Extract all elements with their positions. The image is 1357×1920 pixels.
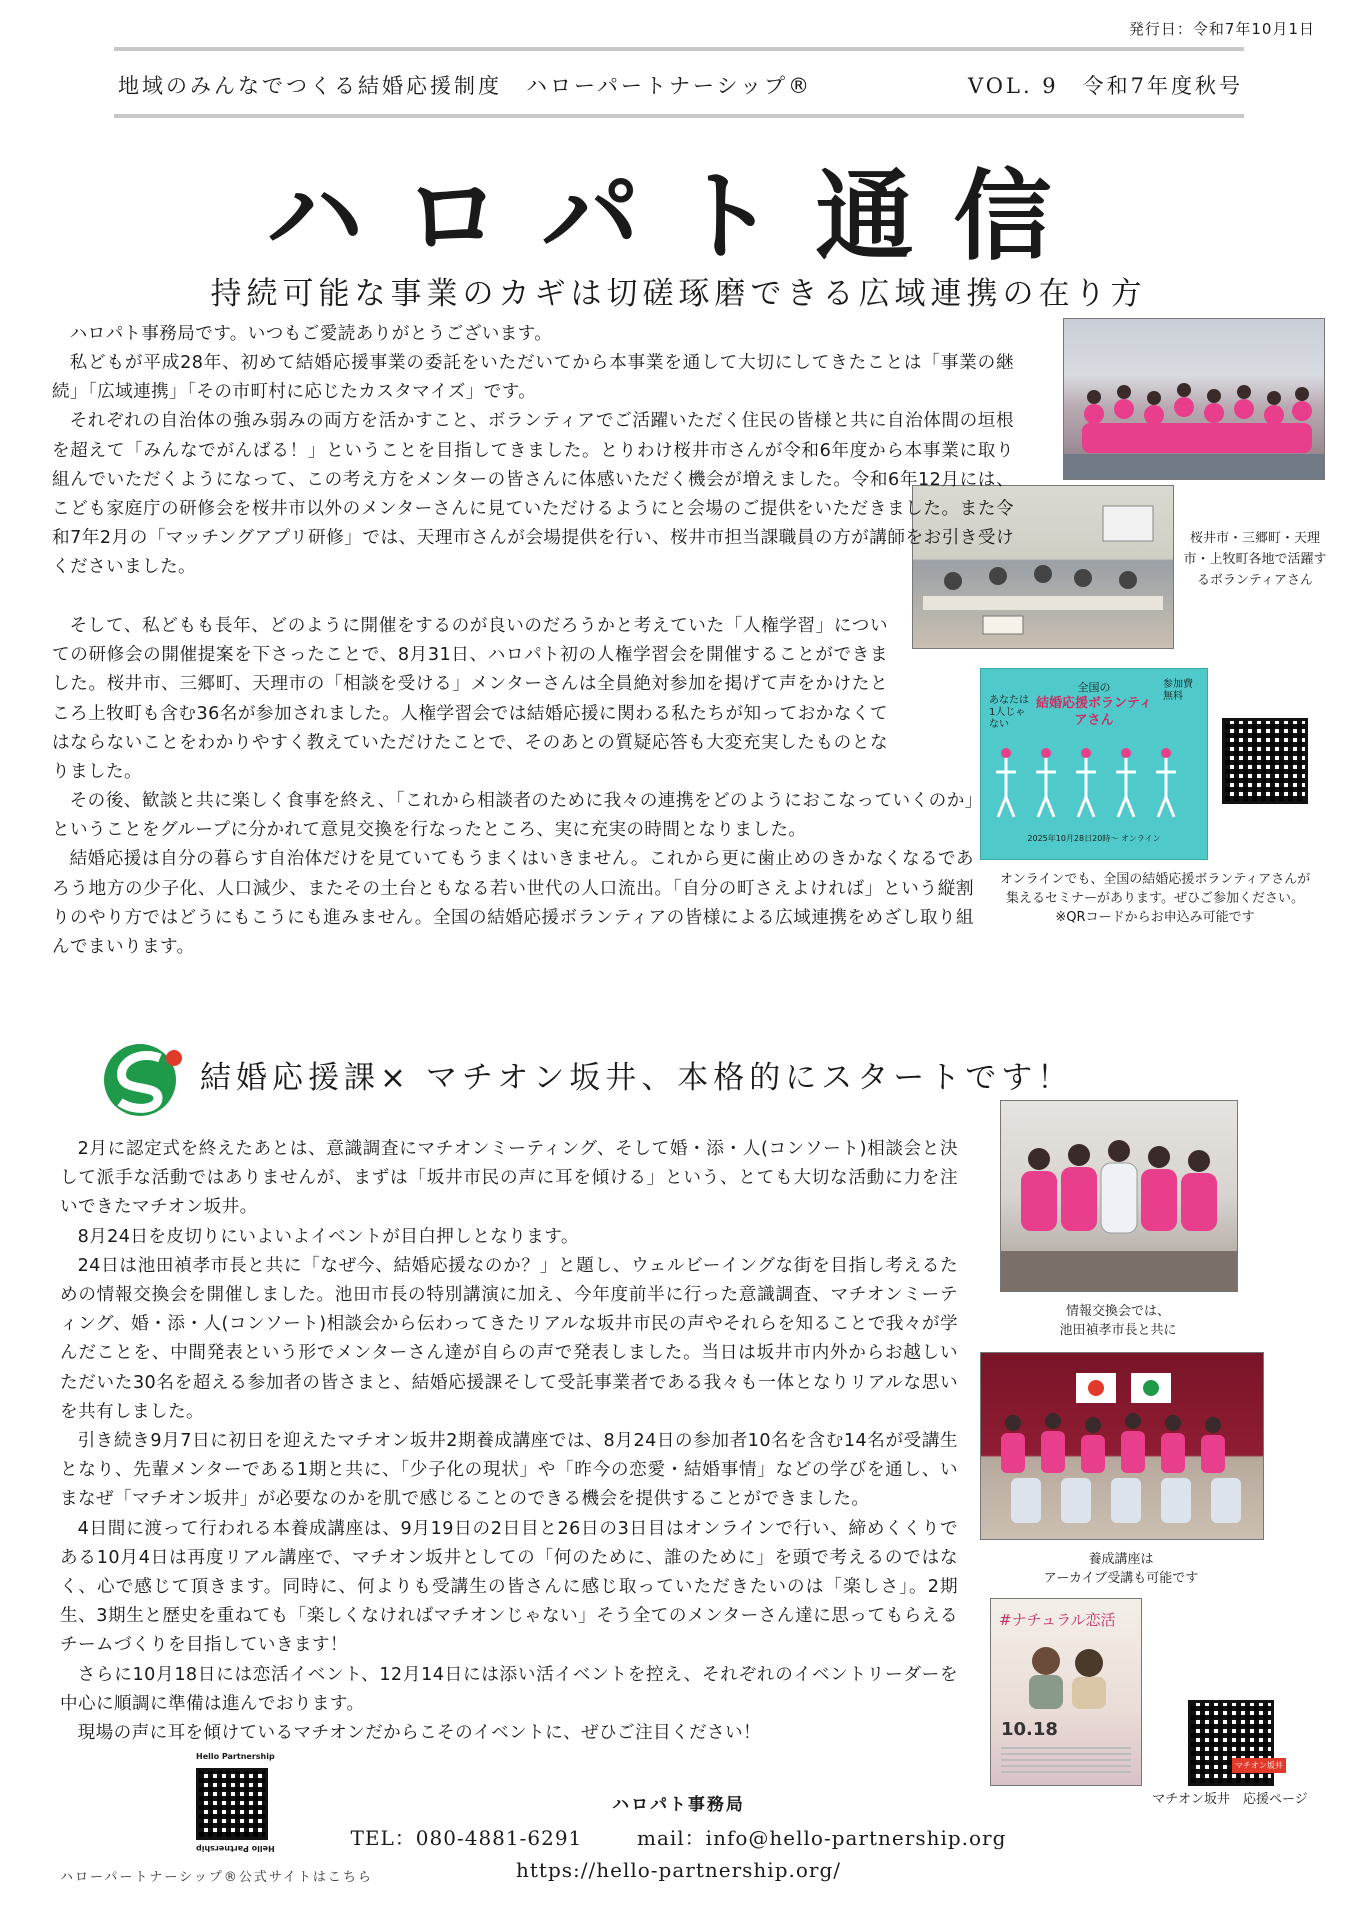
article2-paragraph: さらに10月18日には恋活イベント、12月14日には添い活イベントを控え、それぞれのイベントリーダーを中心に順調に準備は進んでおります。: [60, 1664, 958, 1714]
machion-qr-tag: マチオン坂井: [1232, 1758, 1286, 1773]
flyer-date: 10.18: [1001, 1719, 1058, 1740]
volunteers-group-photo: [1063, 318, 1325, 480]
course-caption-line2: アーカイブ受講も可能です: [1043, 1571, 1199, 1586]
course-caption-line1: 養成講座は: [1088, 1552, 1154, 1567]
article2-body: [60, 1135, 958, 1748]
article1-paragraph: その後、歓談と共に楽しく食事を終え、「これから相談者のために我々の連携をどのようにおこなっていくのか」ということをグループに分かれて意見交換を行なったところ、実に充実の時間となりました。: [52, 791, 974, 841]
article1-paragraph: それぞれの自治体の強み弱みの両方を活かすこと、ボランティアでご活躍いただく住民の皆様と共に自治体間の垣根を超えて「みんなでがんばる！」ということを目指してきました。とりわけ桜井市さんが令和6年度から本事業に取り組んでいただくようになって、この考え方をメンターの皆さんに体感いただく機会が増えました。令和6年12月には、こども家庭庁の研修会を桜井市以外のメンターさんに見ていただけるようにと会場のご提供をいただきました。また令和7年2月の「マッチングアプリ研修」では、天理市さんが会場提供を行い、桜井市担当課職員の方が講師をお引き受けくださいました。: [52, 411, 1014, 578]
seminar-caption: [970, 870, 1340, 927]
footer-organization: ハロパト事務局: [612, 1795, 745, 1815]
exchange-meeting-photo: [1000, 1100, 1238, 1292]
article1-body-wide: [52, 349, 1014, 583]
poster-title-small: 全国の: [1077, 681, 1111, 694]
header-bottom-rule: [114, 114, 1244, 118]
masthead-title: ハロパト通信: [265, 160, 1092, 274]
article2-paragraph: 2月に認定式を終えたあとは、意識調査にマチオンミーティング、そして婚・添・人(コンソート)相談会と決して派手な活動ではありませんが、まずは「坂井市民の声に耳を傾ける」という、とても大切な活動に力を注いできたマチオン坂井。: [60, 1139, 958, 1218]
article2-paragraph: 4日間に渡って行われる本養成講座は、9月19日の2日目と26日の3日目はオンラインで行い、締めくくりである10月4日は再度リアル講座で、マチオン坂井としての「何のために、誰のために」を頭で考えるのではなく、心で感じて頂きます。同時に、何よりも受講生の皆さんに感じ取っていただきたいのは「楽しさ」。2期生、3期生と歴史を重ねても「楽しくなければマチオンじゃない」そう全てのメンターさん達に思ってもらえるチームづくりを目指していきます！: [60, 1518, 958, 1656]
seminar-poster: [980, 668, 1208, 860]
machion-support-qr-code[interactable]: [1188, 1700, 1274, 1786]
exchange-caption-line1: 情報交換会では、: [1065, 1304, 1170, 1319]
poster-footer: 2025年10月28日20時〜 オンライン: [1027, 834, 1161, 843]
qr-frame-label-top: Hello Partnership: [196, 1752, 275, 1761]
article2-paragraph: 8月24日を皮切りにいよいよイベントが目白押しとなります。: [77, 1226, 579, 1247]
official-site-caption: ハローパートナーシップ®公式サイトはこちら: [60, 1870, 373, 1885]
article1-paragraph: 私どもが平成28年、初めて結婚応援事業の委託をいただいてから本事業を通して大切にしてきたことは「事業の継続」「広域連携」「その市町村に応じたカスタマイズ」です。: [52, 353, 1014, 403]
article2-paragraph: 24日は池田禎孝市長と共に「なぜ今、結婚応援なのか？」と題し、ウェルビーイングな街を目指し考えるための情報交換会を開催しました。池田市長の特別講演に加え、今年度前半に行った意識調査、マチオンミーティング、婚・添・人(コンソート)相談会から伝わってきたリアルな坂井市民の声やそれらを知ることで我々が学んだことを、中間発表という形でメンターさん達が自らの声で発表しました。当日は坂井市内外からお越しいただいた30名を超える参加者の皆さまと、結婚応援課そして受託事業者である我々も一体となりリアルな思いを共有しました。: [60, 1255, 958, 1422]
qr-frame-label-bottom: Hello Partnership: [196, 1844, 275, 1853]
article2-headline: 結婚応援課× マチオン坂井、本格的にスタートです！: [200, 1060, 1074, 1096]
support-page-caption: マチオン坂井 応援ページ: [1152, 1792, 1308, 1807]
volunteers-caption: 桜井市・三郷町・天理市・上牧町各地で活躍するボランティアさん: [1183, 531, 1327, 588]
exchange-people-art: [1001, 1101, 1237, 1291]
article1-paragraph: 結婚応援は自分の暮らす自治体だけを見ていてもうまくはいきません。これから更に歯止めのきかなくなるであろう地方の少子化、人口減少、またその土台ともなる若い世代の人口流出。「自分の町さえよければ」という縦割りのやり方ではどうにもこうにも進みません。全国の結婚応援ボランティアの皆様による広域連携をめざし取り組んでまいります。: [52, 849, 974, 958]
exchange-caption-line2: 池田禎孝市長と共に: [1059, 1323, 1177, 1338]
exchange-caption: [1000, 1302, 1236, 1340]
machion-logo-icon: [100, 1040, 190, 1120]
training-course-photo: [980, 1352, 1264, 1540]
seminar-caption-line3: ※QRコードからお申込み可能です: [1055, 910, 1255, 925]
footer-contact: [0, 1822, 1357, 1851]
flyer-couple-art: [1011, 1639, 1121, 1709]
issue-date: 発行日：令和7年10月1日: [1128, 20, 1315, 38]
footer-url-link[interactable]: https://hello-partnership.org/: [516, 1858, 841, 1882]
article1-paragraph: ハロパト事務局です。いつもご愛読ありがとうございます。: [69, 324, 553, 344]
article1-body: [52, 320, 764, 349]
header-top-rule: [114, 47, 1244, 51]
header-subtitle: 地域のみんなでつくる結婚応援制度 ハローパートナーシップ®: [118, 74, 813, 98]
training-course-art: [981, 1353, 1263, 1539]
seminar-caption-line2: 集えるセミナーがあります。ぜひご参加ください。: [1006, 891, 1304, 906]
article1-body-lower: [52, 787, 974, 962]
article2-paragraph: 引き続き9月7日に初日を迎えたマチオン坂井2期養成講座では、8月24日の参加者10名を含む14名が受講生となり、先輩メンターである1期と共に、「少子化の現状」や「昨今の恋愛・結婚事情」などの学びを通し、いまなぜ「マチオン坂井」が必要なのかを肌で感じることのできる機会を提供することができました。: [60, 1431, 958, 1510]
natural-koikatsu-flyer: [990, 1598, 1142, 1786]
poster-tagline: あなたは1人じゃない: [989, 695, 1029, 730]
footer-mail[interactable]: mail：info@hello-partnership.org: [637, 1826, 1007, 1850]
seminar-caption-line1: オンラインでも、全国の結婚応援ボランティアさんが: [999, 872, 1311, 887]
poster-figures-art: [991, 747, 1197, 827]
footer-tel[interactable]: TEL：080-4881-6291: [350, 1826, 583, 1850]
seminar-qr-code[interactable]: [1222, 718, 1308, 804]
flyer-title: #ナチュラル恋活: [999, 1611, 1116, 1629]
flyer-details: [1001, 1747, 1131, 1775]
poster-title: 結婚応援ボランティアさん: [1036, 696, 1152, 728]
course-caption: [980, 1550, 1262, 1588]
article1-paragraph: そして、私どもも長年、どのように開催をするのが良いのだろうかと考えていた「人権学習」についての研修会の開催提案を下さったことで、8月31日、ハロパト初の人権学習会を開催することができました。桜井市、三郷町、天理市の「相談を受ける」メンターさんは全員絶対参加を掲げて声をかけたところ上牧町も含む36名が参加されました。人権学習会では結婚応援に関わる私たちが知っておかなくてはならないことをわかりやすく教えていただけたことで、そのあとの質疑応答も大変充実したものとなりました。: [52, 616, 888, 783]
volunteers-people-art: [1064, 319, 1324, 479]
poster-badge: 参加費無料: [1163, 679, 1193, 702]
article1-headline: 持続可能な事業のカギは切磋琢磨できる広域連携の在り方: [210, 276, 1147, 312]
article1-body-mid: [52, 612, 888, 787]
article2-paragraph: 現場の声に耳を傾けているマチオンだからこそのイベントに、ぜひご注目ください！: [77, 1723, 762, 1744]
header-volume: VOL. 9 令和7年度秋号: [968, 74, 1244, 98]
